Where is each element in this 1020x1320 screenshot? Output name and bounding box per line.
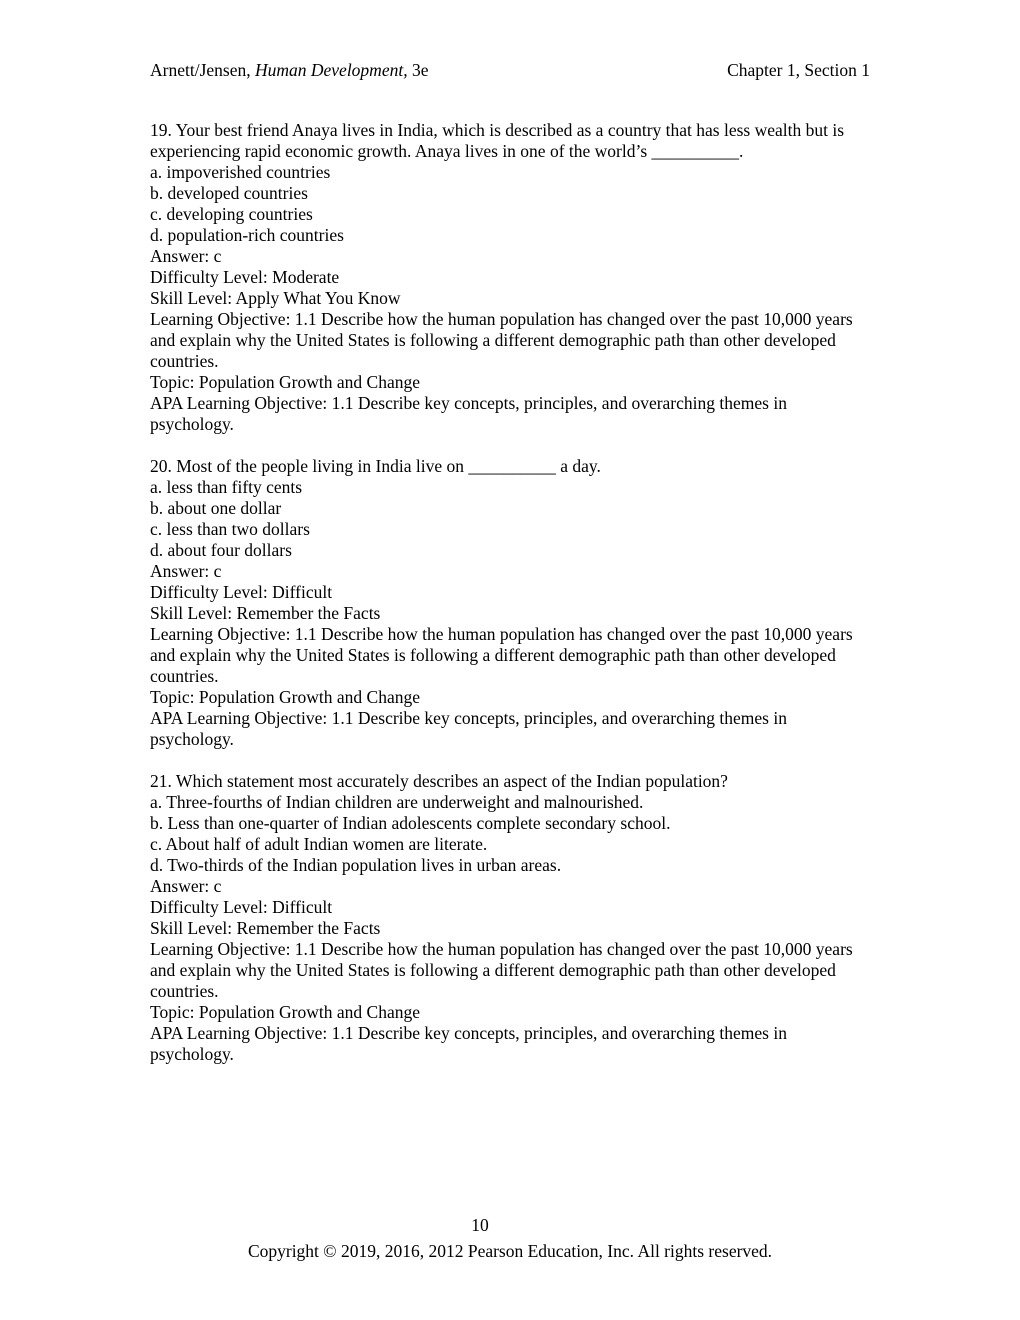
option-b: b. Less than one-quarter of Indian adolescents complete secondary school. (150, 813, 671, 833)
answer: Answer: c (150, 561, 222, 581)
header-citation (150, 60, 429, 81)
apa-learning-objective: APA Learning Objective: 1.1 Describe key concepts, principles, and overarching themes in psychology. (150, 1023, 787, 1064)
skill-level: Skill Level: Apply What You Know (150, 288, 401, 308)
answer: Answer: c (150, 876, 222, 896)
answer: Answer: c (150, 246, 222, 266)
difficulty-level: Difficulty Level: Difficult (150, 897, 333, 917)
difficulty-level: Difficulty Level: Difficult (150, 582, 333, 602)
option-d: d. about four dollars (150, 540, 292, 560)
option-c: c. developing countries (150, 204, 313, 224)
option-a: a. Three-fourths of Indian children are underweight and malnourished. (150, 792, 644, 812)
apa-learning-objective: APA Learning Objective: 1.1 Describe key concepts, principles, and overarching themes in psychology. (150, 393, 787, 434)
question-20 (150, 456, 875, 750)
option-b: b. about one dollar (150, 498, 282, 518)
question-stem: 19. Your best friend Anaya lives in India, which is described as a country that has less wealth but is experiencing rapid economic growth. Anaya lives in one of the world’s __________. (150, 120, 845, 161)
option-a: a. less than fifty cents (150, 477, 303, 497)
difficulty-level: Difficulty Level: Moderate (150, 267, 340, 287)
skill-level: Skill Level: Remember the Facts (150, 603, 381, 623)
header-book-title: Human Development, (254, 60, 408, 80)
topic: Topic: Population Growth and Change (150, 1002, 420, 1022)
header-chapter: Chapter 1, Section 1 (727, 60, 870, 80)
option-c: c. less than two dollars (150, 519, 310, 539)
question-stem: 21. Which statement most accurately describes an aspect of the Indian population? (150, 771, 728, 791)
header-authors: Arnett/Jensen, (150, 60, 255, 80)
topic: Topic: Population Growth and Change (150, 687, 420, 707)
option-a: a. impoverished countries (150, 162, 331, 182)
question-19 (150, 120, 875, 435)
question-stem: 20. Most of the people living in India live on __________ a day. (150, 456, 601, 476)
skill-level: Skill Level: Remember the Facts (150, 918, 381, 938)
option-d: d. Two-thirds of the Indian population lives in urban areas. (150, 855, 562, 875)
page-header (150, 60, 870, 81)
page-number: 10 (471, 1215, 489, 1235)
option-c: c. About half of adult Indian women are literate. (150, 834, 488, 854)
learning-objective: Learning Objective: 1.1 Describe how the human population has changed over the past 10,000 years and explain why the United States is following a different demographic path than other developed countries. (150, 624, 853, 686)
question-21 (150, 771, 875, 1065)
learning-objective: Learning Objective: 1.1 Describe how the human population has changed over the past 10,000 years and explain why the United States is following a different demographic path than other developed countries. (150, 939, 853, 1001)
option-b: b. developed countries (150, 183, 308, 203)
learning-objective: Learning Objective: 1.1 Describe how the human population has changed over the past 10,000 years and explain why the United States is following a different demographic path than other developed countries. (150, 309, 853, 371)
copyright-notice: Copyright © 2019, 2016, 2012 Pearson Education, Inc. All rights reserved. (247, 1241, 773, 1261)
question-list (150, 120, 875, 1086)
option-d: d. population-rich countries (150, 225, 344, 245)
apa-learning-objective: APA Learning Objective: 1.1 Describe key concepts, principles, and overarching themes in psychology. (150, 708, 787, 749)
topic: Topic: Population Growth and Change (150, 372, 420, 392)
header-edition: 3e (407, 60, 429, 80)
